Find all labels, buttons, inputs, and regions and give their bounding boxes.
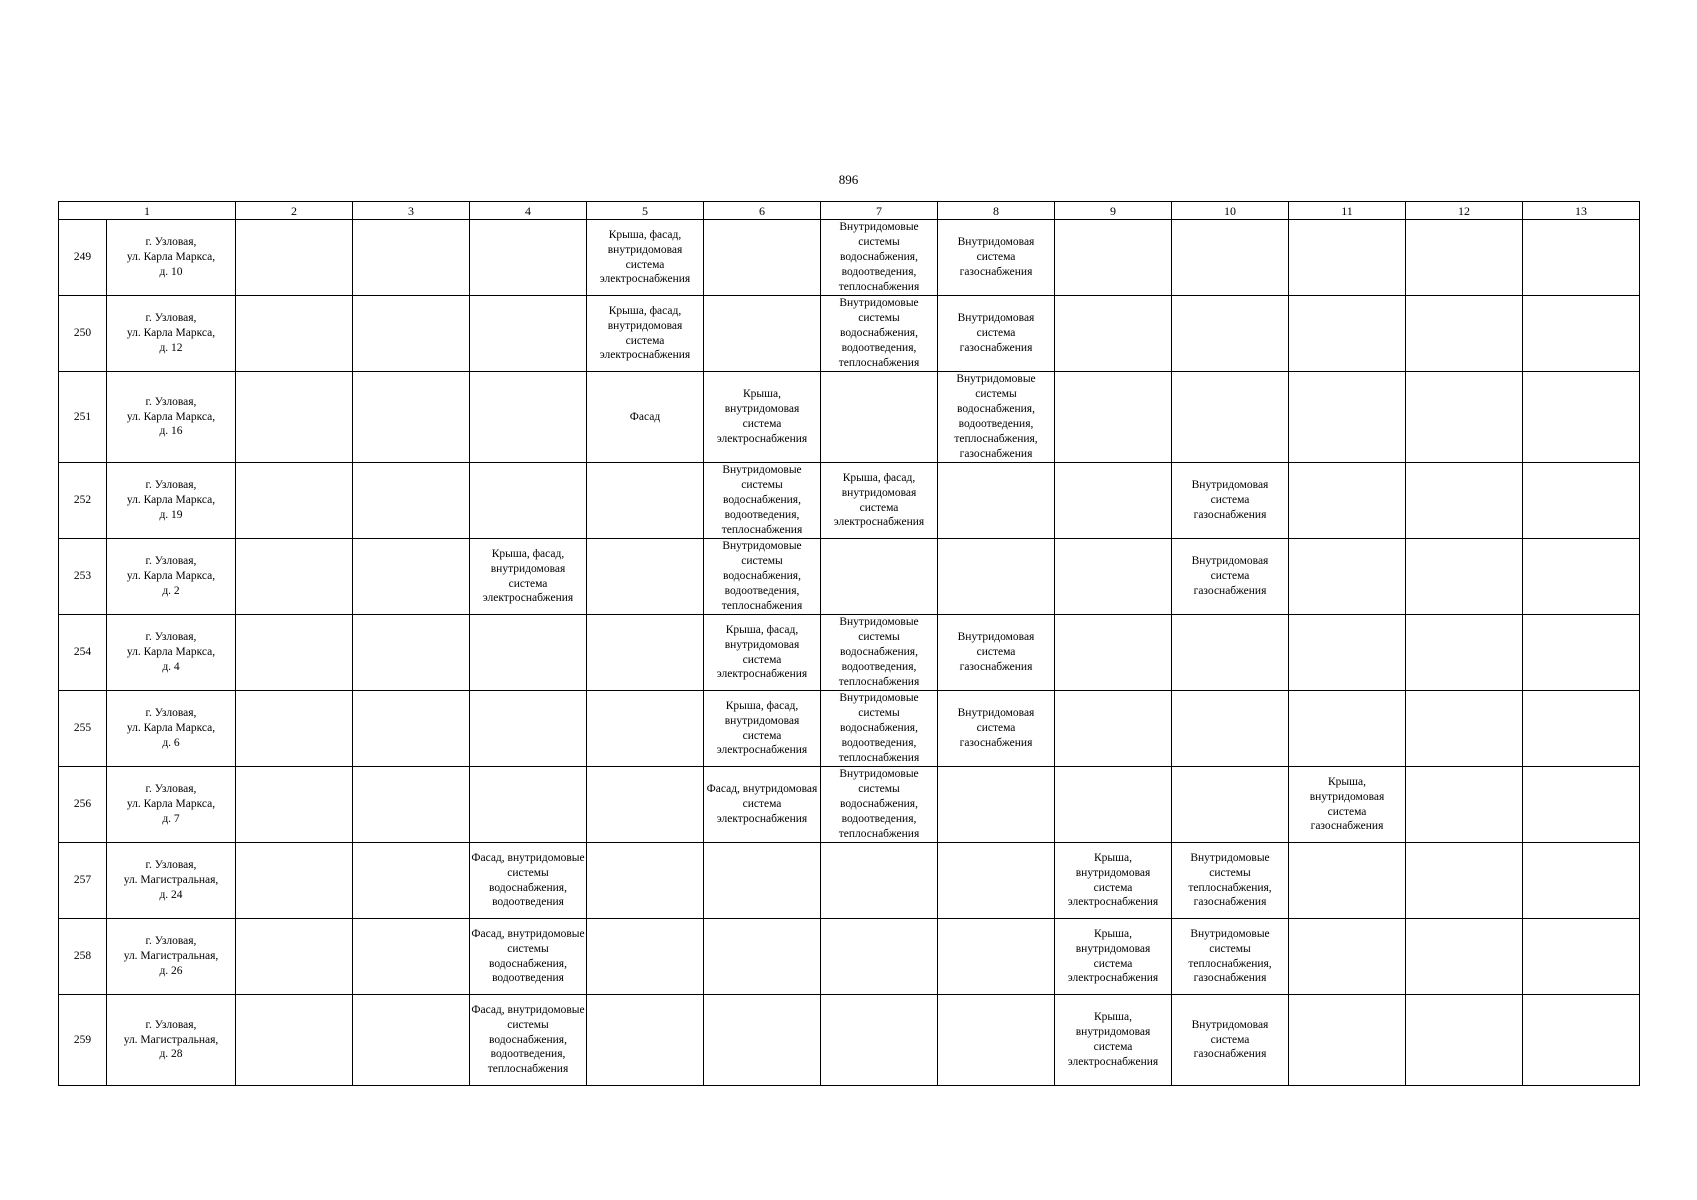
cell-col-2 bbox=[236, 372, 353, 463]
cell-col-7 bbox=[821, 296, 938, 372]
cell-col-5 bbox=[587, 615, 704, 691]
cell-text: Внутридомовые системы водоснабжения, водоотведения, теплоснабжения bbox=[838, 297, 920, 369]
address-cell bbox=[107, 691, 236, 767]
address-line: д. 24 bbox=[159, 888, 183, 901]
cell-col-10 bbox=[1172, 539, 1289, 615]
address-cell bbox=[107, 372, 236, 463]
address-line: д. 7 bbox=[162, 812, 180, 825]
cell-col-2 bbox=[236, 220, 353, 296]
cell-col-8 bbox=[938, 539, 1055, 615]
address-line: д. 10 bbox=[159, 265, 183, 278]
cell-col-9 bbox=[1055, 767, 1172, 843]
cell-col-11 bbox=[1289, 843, 1406, 919]
cell-col-2 bbox=[236, 843, 353, 919]
column-header-8: 8 bbox=[938, 202, 1055, 220]
cell-col-13 bbox=[1523, 995, 1640, 1086]
row-number: 257 bbox=[59, 843, 107, 919]
cell-col-13 bbox=[1523, 463, 1640, 539]
cell-col-5 bbox=[587, 767, 704, 843]
cell-col-7 bbox=[821, 691, 938, 767]
row-number: 255 bbox=[59, 691, 107, 767]
cell-col-5 bbox=[587, 220, 704, 296]
address-line: г. Узловая, bbox=[145, 236, 197, 249]
cell-col-2 bbox=[236, 767, 353, 843]
cell-col-12 bbox=[1406, 615, 1523, 691]
table-row bbox=[59, 767, 1640, 843]
cell-col-3 bbox=[353, 220, 470, 296]
cell-col-13 bbox=[1523, 296, 1640, 372]
cell-col-2 bbox=[236, 463, 353, 539]
address-line: ул. Карла Маркса, bbox=[126, 798, 216, 811]
cell-text: Крыша, внутридомовая система газоснабжения bbox=[1309, 775, 1385, 833]
address-line: г. Узловая, bbox=[145, 395, 197, 408]
column-header-1: 1 bbox=[59, 202, 236, 220]
cell-col-8 bbox=[938, 767, 1055, 843]
cell-text: Крыша, внутридомовая система электроснабжения bbox=[1067, 851, 1159, 909]
cell-col-10 bbox=[1172, 691, 1289, 767]
cell-text: Внутридомовая система газоснабжения bbox=[1191, 479, 1269, 521]
cell-col-3 bbox=[353, 372, 470, 463]
table-row bbox=[59, 220, 1640, 296]
address-line: г. Узловая, bbox=[145, 859, 197, 872]
column-header-2: 2 bbox=[236, 202, 353, 220]
address-line: д. 12 bbox=[159, 341, 183, 354]
cell-text: Внутридомовая система газоснабжения bbox=[1191, 555, 1269, 597]
address-line: ул. Карла Маркса, bbox=[126, 722, 216, 735]
address-line: д. 2 bbox=[162, 584, 180, 597]
cell-col-8 bbox=[938, 220, 1055, 296]
cell-col-7 bbox=[821, 539, 938, 615]
table-body bbox=[59, 220, 1640, 1086]
cell-col-4 bbox=[470, 539, 587, 615]
cell-col-11 bbox=[1289, 995, 1406, 1086]
row-number: 249 bbox=[59, 220, 107, 296]
cell-col-9 bbox=[1055, 220, 1172, 296]
column-header-5: 5 bbox=[587, 202, 704, 220]
cell-col-6 bbox=[704, 296, 821, 372]
cell-col-9 bbox=[1055, 843, 1172, 919]
row-number: 251 bbox=[59, 372, 107, 463]
cell-col-4 bbox=[470, 220, 587, 296]
cell-col-10 bbox=[1172, 615, 1289, 691]
cell-col-4 bbox=[470, 296, 587, 372]
address-cell bbox=[107, 296, 236, 372]
address-line: ул. Карла Маркса, bbox=[126, 494, 216, 507]
cell-text: Крыша, внутридомовая система электроснабжения bbox=[1067, 927, 1159, 985]
cell-text: Внутридомовые системы водоснабжения, водоотведения, теплоснабжения bbox=[838, 616, 920, 688]
cell-col-3 bbox=[353, 539, 470, 615]
cell-text: Внутридомовые системы водоснабжения, водоотведения, теплоснабжения bbox=[838, 768, 920, 840]
address-line: г. Узловая, bbox=[145, 312, 197, 325]
cell-text: Внутридомовые системы водоснабжения, водоотведения, теплоснабжения bbox=[721, 464, 803, 536]
cell-col-7 bbox=[821, 995, 938, 1086]
address-cell bbox=[107, 539, 236, 615]
cell-text: Крыша, фасад, внутридомовая система электроснабжения bbox=[833, 471, 925, 529]
cell-col-8 bbox=[938, 919, 1055, 995]
cell-col-11 bbox=[1289, 691, 1406, 767]
cell-text: Фасад, внутридомовая система электроснабжения bbox=[706, 783, 818, 825]
cell-col-7 bbox=[821, 372, 938, 463]
cell-col-8 bbox=[938, 995, 1055, 1086]
cell-col-2 bbox=[236, 919, 353, 995]
cell-col-5 bbox=[587, 296, 704, 372]
cell-col-13 bbox=[1523, 539, 1640, 615]
cell-col-12 bbox=[1406, 372, 1523, 463]
address-cell bbox=[107, 919, 236, 995]
cell-col-8 bbox=[938, 463, 1055, 539]
cell-text: Фасад, внутридомовые системы водоснабжения, водоотведения bbox=[471, 851, 585, 909]
cell-col-3 bbox=[353, 843, 470, 919]
cell-col-11 bbox=[1289, 296, 1406, 372]
cell-col-10 bbox=[1172, 843, 1289, 919]
cell-col-4 bbox=[470, 691, 587, 767]
cell-text: Внутридомовая система газоснабжения bbox=[1191, 1018, 1269, 1061]
cell-col-10 bbox=[1172, 296, 1289, 372]
cell-col-3 bbox=[353, 919, 470, 995]
cell-col-11 bbox=[1289, 463, 1406, 539]
cell-col-3 bbox=[353, 615, 470, 691]
cell-col-9 bbox=[1055, 691, 1172, 767]
column-header-13: 13 bbox=[1523, 202, 1640, 220]
cell-col-6 bbox=[704, 691, 821, 767]
table-row bbox=[59, 615, 1640, 691]
cell-text: Крыша, фасад, внутридомовая система электроснабжения bbox=[716, 699, 808, 757]
cell-col-10 bbox=[1172, 995, 1289, 1086]
header-row bbox=[59, 202, 1640, 220]
cell-col-13 bbox=[1523, 691, 1640, 767]
cell-col-4 bbox=[470, 372, 587, 463]
address-line: ул. Карла Маркса, bbox=[126, 570, 216, 583]
cell-col-12 bbox=[1406, 995, 1523, 1086]
address-line: д. 26 bbox=[159, 964, 183, 977]
table-row bbox=[59, 691, 1640, 767]
table-row bbox=[59, 539, 1640, 615]
address-line: г. Узловая, bbox=[145, 479, 197, 492]
cell-col-6 bbox=[704, 995, 821, 1086]
table-row bbox=[59, 372, 1640, 463]
cell-col-6 bbox=[704, 919, 821, 995]
table-row bbox=[59, 919, 1640, 995]
cell-col-10 bbox=[1172, 372, 1289, 463]
cell-col-6 bbox=[704, 615, 821, 691]
cell-text: Внутридомовая система газоснабжения bbox=[957, 312, 1035, 354]
cell-col-6 bbox=[704, 539, 821, 615]
address-line: ул. Магистральная, bbox=[123, 950, 219, 963]
cell-col-4 bbox=[470, 843, 587, 919]
cell-col-2 bbox=[236, 691, 353, 767]
cell-col-11 bbox=[1289, 220, 1406, 296]
table-row bbox=[59, 995, 1640, 1086]
column-header-3: 3 bbox=[353, 202, 470, 220]
cell-col-13 bbox=[1523, 372, 1640, 463]
address-line: г. Узловая, bbox=[145, 783, 197, 796]
column-header-12: 12 bbox=[1406, 202, 1523, 220]
cell-text: Фасад, внутридомовые системы водоснабжения, водоотведения, теплоснабжения bbox=[471, 1003, 585, 1076]
address-line: ул. Карла Маркса, bbox=[126, 646, 216, 659]
cell-col-11 bbox=[1289, 767, 1406, 843]
cell-col-13 bbox=[1523, 220, 1640, 296]
column-header-9: 9 bbox=[1055, 202, 1172, 220]
cell-col-13 bbox=[1523, 767, 1640, 843]
address-line: д. 4 bbox=[162, 660, 180, 673]
cell-col-11 bbox=[1289, 372, 1406, 463]
cell-text: Внутридомовая система газоснабжения bbox=[957, 236, 1035, 278]
table-row bbox=[59, 463, 1640, 539]
address-line: ул. Магистральная, bbox=[123, 874, 219, 887]
cell-col-9 bbox=[1055, 463, 1172, 539]
address-line: д. 28 bbox=[159, 1048, 183, 1061]
cell-col-7 bbox=[821, 919, 938, 995]
cell-col-6 bbox=[704, 463, 821, 539]
repair-schedule-table bbox=[58, 201, 1640, 1086]
cell-col-12 bbox=[1406, 767, 1523, 843]
table-header bbox=[59, 202, 1640, 220]
cell-text: Внутридомовые системы теплоснабжения, газоснабжения bbox=[1188, 851, 1272, 909]
row-number: 258 bbox=[59, 919, 107, 995]
cell-col-5 bbox=[587, 691, 704, 767]
cell-col-9 bbox=[1055, 372, 1172, 463]
cell-col-10 bbox=[1172, 767, 1289, 843]
cell-text: Внутридомовые системы водоснабжения, водоотведения, теплоснабжения bbox=[838, 692, 920, 764]
address-line: г. Узловая, bbox=[145, 1018, 197, 1031]
cell-text: Внутридомовые системы теплоснабжения, газоснабжения bbox=[1188, 927, 1272, 985]
cell-col-10 bbox=[1172, 463, 1289, 539]
cell-text: Крыша, внутридомовая система электроснабжения bbox=[716, 388, 808, 445]
cell-col-11 bbox=[1289, 539, 1406, 615]
cell-col-8 bbox=[938, 372, 1055, 463]
cell-col-9 bbox=[1055, 995, 1172, 1086]
cell-col-5 bbox=[587, 539, 704, 615]
cell-col-12 bbox=[1406, 691, 1523, 767]
cell-col-12 bbox=[1406, 539, 1523, 615]
cell-col-12 bbox=[1406, 296, 1523, 372]
address-line: ул. Карла Маркса, bbox=[126, 327, 216, 340]
cell-col-5 bbox=[587, 995, 704, 1086]
cell-col-2 bbox=[236, 995, 353, 1086]
cell-col-4 bbox=[470, 615, 587, 691]
cell-col-5 bbox=[587, 843, 704, 919]
cell-col-9 bbox=[1055, 539, 1172, 615]
cell-col-3 bbox=[353, 995, 470, 1086]
cell-col-7 bbox=[821, 220, 938, 296]
column-header-6: 6 bbox=[704, 202, 821, 220]
address-line: г. Узловая, bbox=[145, 631, 197, 644]
cell-col-7 bbox=[821, 767, 938, 843]
cell-col-13 bbox=[1523, 615, 1640, 691]
cell-text: Крыша, фасад, внутридомовая система электроснабжения bbox=[599, 228, 691, 286]
cell-col-3 bbox=[353, 767, 470, 843]
address-line: ул. Карла Маркса, bbox=[126, 410, 216, 423]
cell-col-12 bbox=[1406, 220, 1523, 296]
cell-col-9 bbox=[1055, 296, 1172, 372]
address-line: ул. Магистральная, bbox=[123, 1033, 219, 1046]
column-header-10: 10 bbox=[1172, 202, 1289, 220]
cell-col-5 bbox=[587, 372, 704, 463]
row-number: 253 bbox=[59, 539, 107, 615]
cell-text: Внутридомовые системы водоснабжения, водоотведения, теплоснабжения bbox=[721, 540, 803, 612]
address-line: г. Узловая, bbox=[145, 555, 197, 568]
cell-col-2 bbox=[236, 539, 353, 615]
row-number: 256 bbox=[59, 767, 107, 843]
address-cell bbox=[107, 843, 236, 919]
cell-col-7 bbox=[821, 843, 938, 919]
cell-col-8 bbox=[938, 691, 1055, 767]
cell-col-3 bbox=[353, 691, 470, 767]
cell-col-10 bbox=[1172, 220, 1289, 296]
cell-col-12 bbox=[1406, 919, 1523, 995]
cell-col-9 bbox=[1055, 615, 1172, 691]
address-cell bbox=[107, 463, 236, 539]
cell-text: Внутридомовые системы водоснабжения, водоотведения, теплоснабжения, газоснабжения bbox=[954, 373, 1038, 460]
cell-col-7 bbox=[821, 615, 938, 691]
cell-col-6 bbox=[704, 372, 821, 463]
cell-col-10 bbox=[1172, 919, 1289, 995]
cell-col-11 bbox=[1289, 919, 1406, 995]
table-row bbox=[59, 843, 1640, 919]
cell-col-3 bbox=[353, 463, 470, 539]
cell-col-8 bbox=[938, 843, 1055, 919]
row-number: 254 bbox=[59, 615, 107, 691]
cell-col-9 bbox=[1055, 919, 1172, 995]
cell-col-8 bbox=[938, 296, 1055, 372]
cell-col-6 bbox=[704, 220, 821, 296]
column-header-7: 7 bbox=[821, 202, 938, 220]
column-header-11: 11 bbox=[1289, 202, 1406, 220]
cell-text: Крыша, фасад, внутридомовая система электроснабжения bbox=[599, 304, 691, 362]
row-number: 250 bbox=[59, 296, 107, 372]
address-line: д. 16 bbox=[159, 425, 183, 438]
cell-col-4 bbox=[470, 919, 587, 995]
address-cell bbox=[107, 995, 236, 1086]
cell-col-7 bbox=[821, 463, 938, 539]
cell-text: Крыша, фасад, внутридомовая система электроснабжения bbox=[716, 623, 808, 681]
row-number: 259 bbox=[59, 995, 107, 1086]
cell-col-5 bbox=[587, 919, 704, 995]
cell-col-12 bbox=[1406, 843, 1523, 919]
cell-col-4 bbox=[470, 463, 587, 539]
address-line: д. 19 bbox=[159, 508, 183, 521]
row-number: 252 bbox=[59, 463, 107, 539]
cell-col-4 bbox=[470, 767, 587, 843]
address-line: г. Узловая, bbox=[145, 707, 197, 720]
cell-text: Фасад, внутридомовые системы водоснабжения, водоотведения bbox=[471, 927, 585, 985]
cell-col-6 bbox=[704, 767, 821, 843]
column-header-4: 4 bbox=[470, 202, 587, 220]
cell-text: Крыша, внутридомовая система электроснабжения bbox=[1067, 1011, 1159, 1068]
cell-text: Фасад bbox=[629, 410, 661, 423]
address-cell bbox=[107, 767, 236, 843]
address-cell bbox=[107, 615, 236, 691]
table-row bbox=[59, 296, 1640, 372]
cell-col-3 bbox=[353, 296, 470, 372]
address-line: ул. Карла Маркса, bbox=[126, 251, 216, 264]
address-line: д. 6 bbox=[162, 736, 180, 749]
cell-col-2 bbox=[236, 296, 353, 372]
cell-text: Внутридомовая система газоснабжения bbox=[957, 631, 1035, 673]
cell-col-5 bbox=[587, 463, 704, 539]
cell-text: Внутридомовые системы водоснабжения, водоотведения, теплоснабжения bbox=[838, 221, 920, 293]
address-cell bbox=[107, 220, 236, 296]
cell-col-2 bbox=[236, 615, 353, 691]
cell-col-8 bbox=[938, 615, 1055, 691]
page-number: 896 bbox=[838, 172, 859, 187]
cell-col-12 bbox=[1406, 463, 1523, 539]
cell-text: Крыша, фасад, внутридомовая система электроснабжения bbox=[482, 547, 574, 605]
cell-col-13 bbox=[1523, 919, 1640, 995]
cell-col-4 bbox=[470, 995, 587, 1086]
cell-col-11 bbox=[1289, 615, 1406, 691]
cell-text: Внутридомовая система газоснабжения bbox=[957, 707, 1035, 749]
cell-col-6 bbox=[704, 843, 821, 919]
address-line: г. Узловая, bbox=[145, 935, 197, 948]
cell-col-13 bbox=[1523, 843, 1640, 919]
